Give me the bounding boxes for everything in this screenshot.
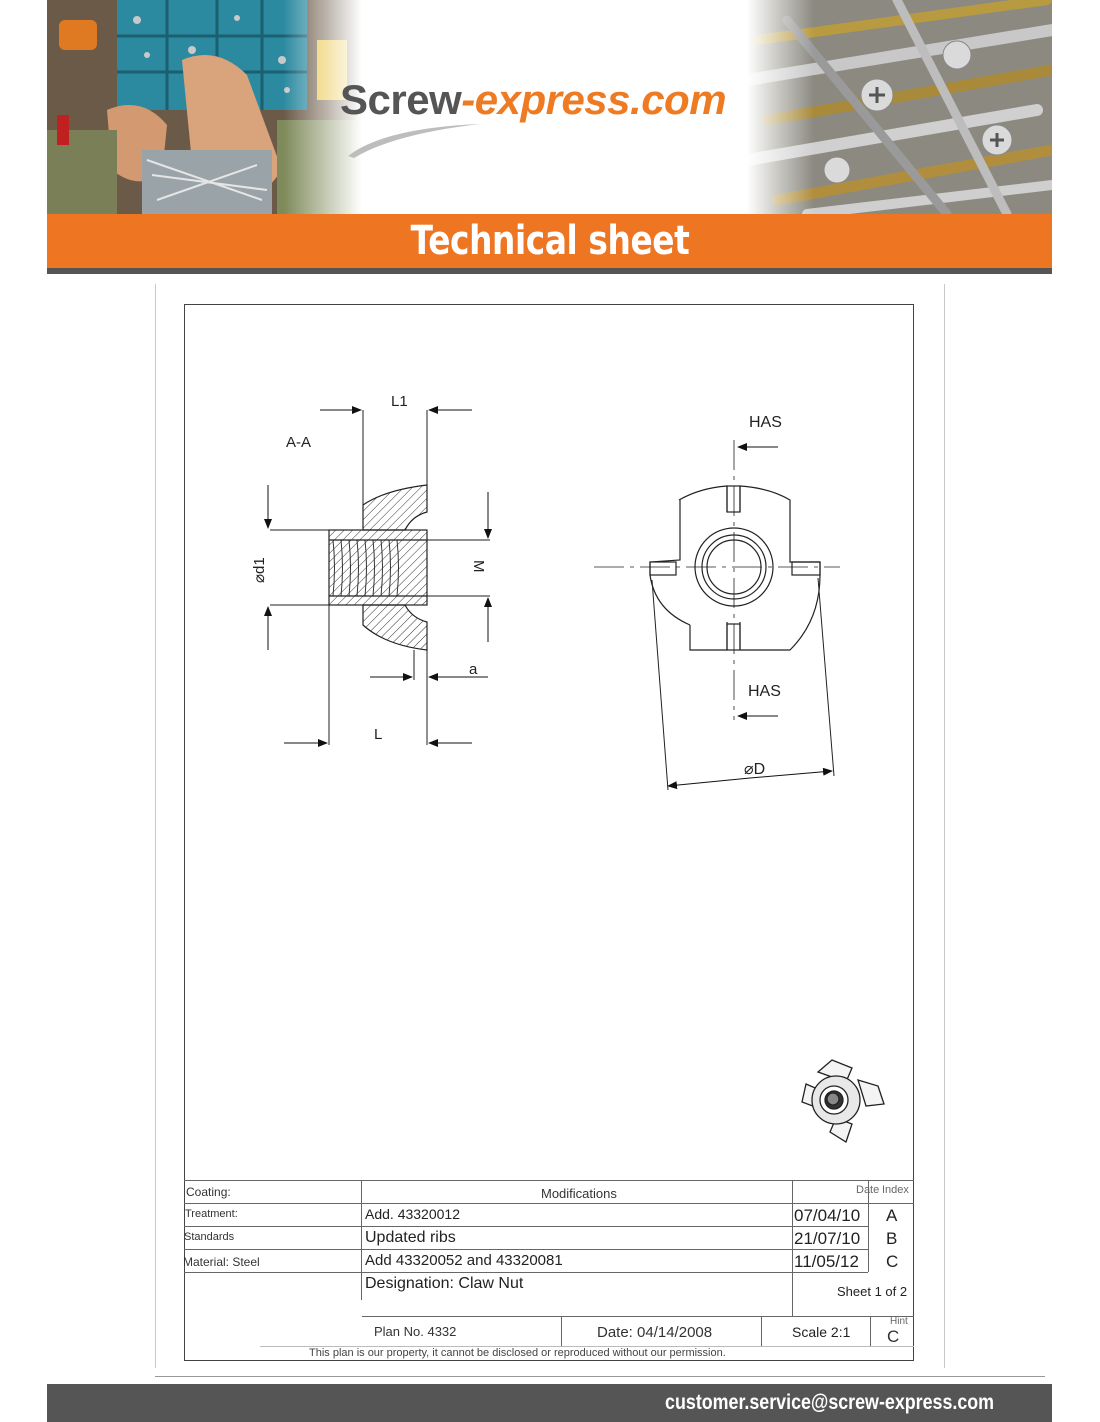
dim-label-L1: L1	[391, 393, 408, 410]
footer-divider	[155, 1376, 1045, 1377]
tb-divider	[792, 1180, 793, 1316]
tb-divider	[870, 1316, 871, 1346]
has-label-bottom: HAS	[748, 683, 781, 700]
front-view	[594, 440, 840, 790]
modification-index: B	[886, 1229, 898, 1248]
modifications-header: Modifications	[541, 1186, 617, 1201]
modification-date: 07/04/10	[794, 1206, 861, 1225]
dim-label-D: ⌀D	[744, 761, 766, 778]
plan-number: Plan No. 4332	[374, 1324, 457, 1339]
modification-text: Add. 43320012	[365, 1206, 460, 1222]
date-header: Date	[856, 1184, 880, 1196]
hint-value: C	[887, 1327, 900, 1346]
claw-nut-3d-icon	[802, 1060, 884, 1142]
tb-line	[184, 1272, 868, 1273]
material-label: Material: Steel	[183, 1255, 260, 1269]
logo-text-express: -express.com	[461, 76, 727, 123]
dim-label-M: M	[470, 560, 487, 573]
treatment-label: Treatment:	[185, 1208, 238, 1220]
modification-text: Add 43320052 and 43320081	[365, 1252, 563, 1269]
tb-line	[362, 1316, 914, 1317]
modification-text: Updated ribs	[365, 1229, 456, 1246]
dim-label-d1: ⌀d1	[251, 557, 268, 583]
hint-label: Hint	[890, 1316, 908, 1327]
coating-label: Coating:	[186, 1185, 231, 1199]
plan-date: Date: 04/14/2008	[597, 1324, 713, 1341]
tb-divider	[761, 1316, 762, 1346]
disclaimer: This plan is our property, it cannot be disclosed or reproduced without our permission.	[309, 1347, 726, 1359]
modification-date: 11/05/12	[794, 1252, 859, 1271]
contact-email[interactable]: customer.service@screw-express.com	[665, 1391, 994, 1414]
scale: Scale 2:1	[792, 1324, 851, 1340]
footer-bar	[47, 1384, 1052, 1422]
logo-text-screw: Screw	[340, 76, 462, 123]
tb-line	[184, 1180, 914, 1181]
tb-divider	[361, 1180, 362, 1300]
modification-date: 21/07/10	[794, 1229, 861, 1248]
modification-index: A	[886, 1206, 898, 1225]
dim-label-a: a	[469, 661, 478, 678]
index-header: Index	[882, 1184, 909, 1196]
has-label-top: HAS	[749, 414, 782, 431]
section-label: A-A	[286, 434, 312, 451]
front-dimensions	[668, 447, 832, 786]
section-view	[270, 410, 490, 745]
tb-divider	[561, 1316, 562, 1346]
tb-line	[184, 1249, 868, 1250]
page-title: Technical sheet	[410, 218, 689, 264]
tb-line	[184, 1203, 914, 1204]
designation: Designation: Claw Nut	[365, 1275, 524, 1292]
modification-index: C	[886, 1252, 899, 1271]
dim-label-L: L	[374, 726, 383, 743]
sheet-number: Sheet 1 of 2	[837, 1284, 908, 1299]
standards-label: Standards	[184, 1231, 235, 1243]
tb-line	[184, 1226, 868, 1227]
